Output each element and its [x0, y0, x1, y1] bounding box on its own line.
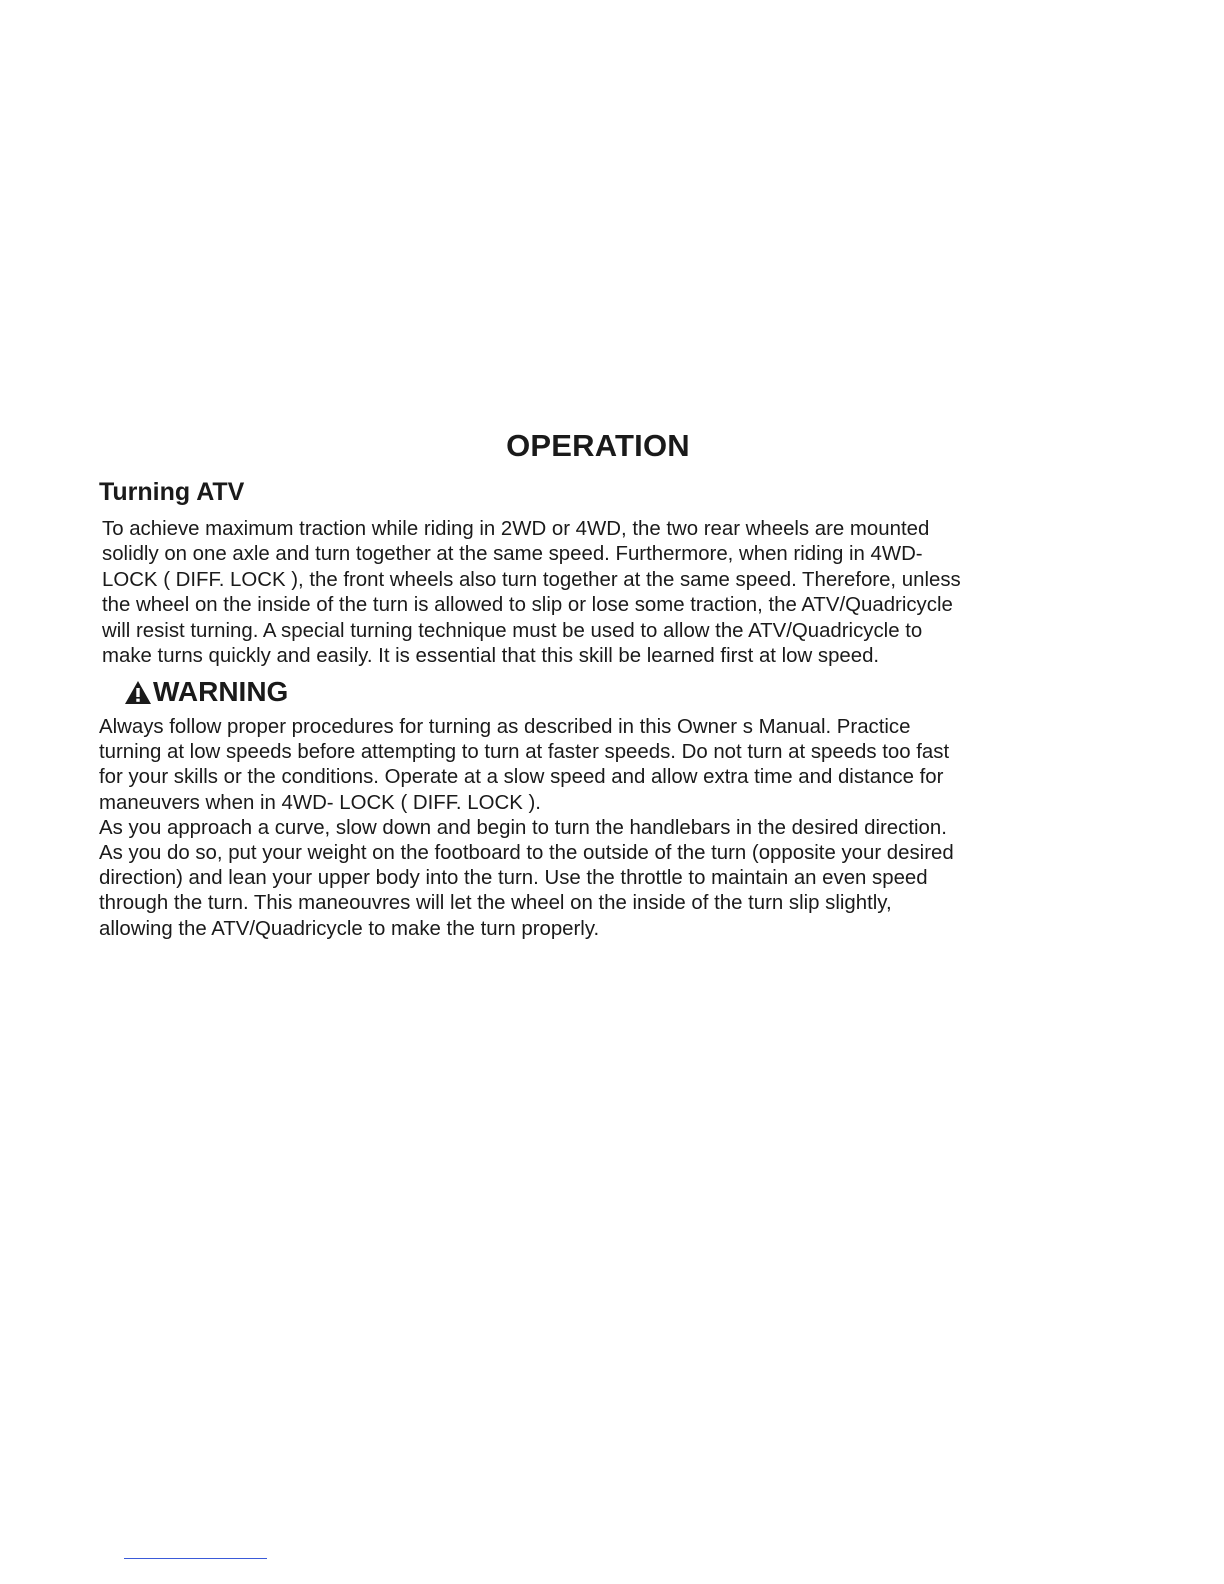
- procedure-line: As you do so, put your weight on the footboard to the outside of the turn (opposite your desired: [99, 842, 954, 865]
- warning-paragraph: [99, 715, 1089, 816]
- intro-line: make turns quickly and easily. It is essential that this skill be learned first at low speed.: [102, 645, 880, 668]
- warning-triangle-icon: [124, 680, 152, 705]
- warning-and-procedure-text: [99, 715, 1089, 942]
- warning-heading: [124, 676, 288, 708]
- warning-line: turning at low speeds before attempting to turn at faster speeds. Do not turn at speeds too fast: [99, 741, 950, 764]
- procedure-paragraph: [99, 816, 1089, 942]
- intro-paragraph: [102, 517, 1092, 669]
- procedure-line: As you approach a curve, slow down and begin to turn the handlebars in the desired direction.: [99, 816, 947, 839]
- intro-line: the wheel on the inside of the turn is allowed to slip or lose some traction, the ATV/Quadricycle: [102, 594, 953, 617]
- warning-line: maneuvers when in 4WD- LOCK ( DIFF. LOCK ).: [99, 791, 541, 814]
- footer-rule: [124, 1558, 267, 1559]
- intro-line: To achieve maximum traction while riding in 2WD or 4WD, the two rear wheels are mounted: [102, 518, 930, 540]
- intro-line: LOCK ( DIFF. LOCK ), the front wheels also turn together at the same speed. Therefore, unless: [102, 568, 961, 591]
- section-heading: Turning ATV: [99, 478, 245, 506]
- page-title: OPERATION: [506, 428, 690, 463]
- intro-line: will resist turning. A special turning technique must be used to allow the ATV/Quadricycle to: [102, 619, 923, 642]
- warning-line: Always follow proper procedures for turning as described in this Owner s Manual. Practice: [99, 716, 911, 738]
- procedure-line: allowing the ATV/Quadricycle to make the turn properly.: [99, 917, 600, 940]
- warning-label: WARNING: [153, 676, 289, 707]
- procedure-line: through the turn. This maneouvres will let the wheel on the inside of the turn slip slightly,: [99, 892, 892, 915]
- warning-line: for your skills or the conditions. Operate at a slow speed and allow extra time and distance for: [99, 766, 944, 789]
- intro-line: solidly on one axle and turn together at the same speed. Furthermore, when riding in 4WD-: [102, 543, 923, 566]
- procedure-line: direction) and lean your upper body into the turn. Use the throttle to maintain an even speed: [99, 867, 928, 890]
